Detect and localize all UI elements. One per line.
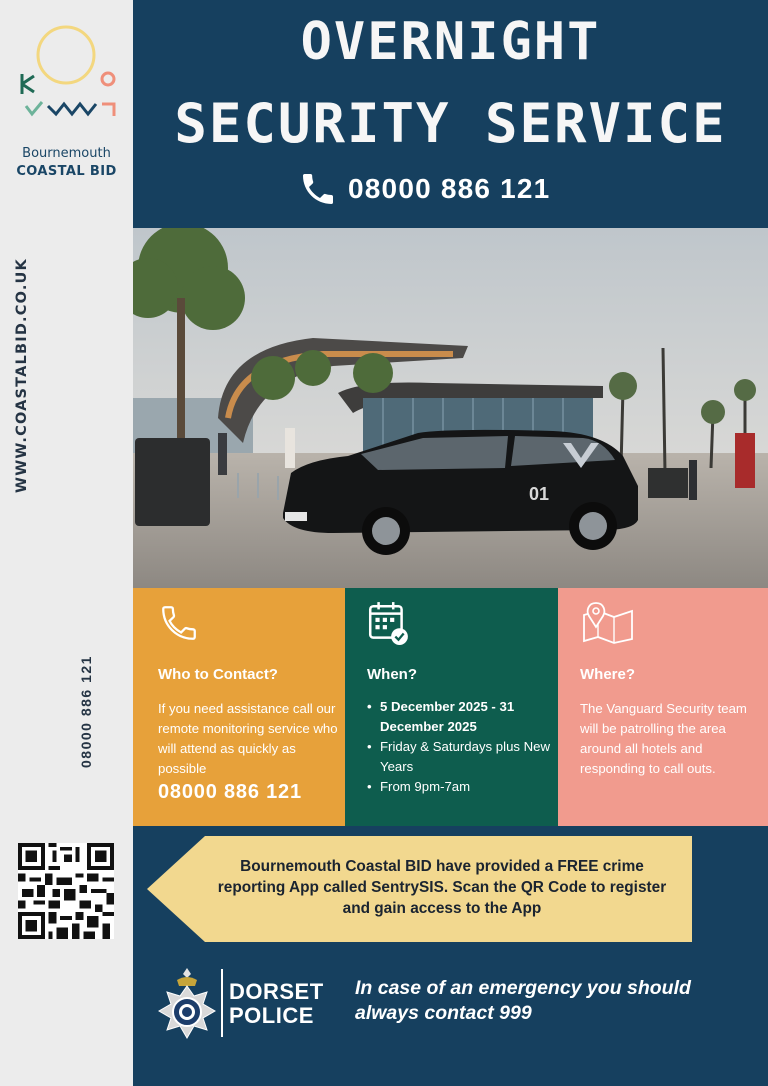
contact-phone-number[interactable]: 08000 886 121 [158, 781, 302, 803]
map-pin-icon [580, 600, 638, 646]
qr-code[interactable] [18, 843, 114, 939]
police-name [229, 980, 324, 1028]
when-heading: When? [367, 666, 417, 683]
where-heading: Where? [580, 666, 636, 683]
panel-when [345, 588, 558, 826]
website-url[interactable]: WWW.COASTALBID.CO.UK [14, 258, 30, 493]
when-item-days: • Friday & Saturdays plus New Years [367, 737, 558, 777]
phone-icon [158, 600, 200, 646]
header-phone[interactable] [298, 168, 550, 210]
side-phone-number: 08000 886 121 [78, 655, 94, 768]
brand-name-line1: Bournemouth [22, 146, 111, 161]
phone-icon [298, 169, 338, 209]
title-line1: OVERNIGHT [300, 12, 601, 72]
when-item-hours: • From 9pm-7am [367, 777, 558, 797]
car-door-number: 01 [529, 484, 550, 504]
seafront-security-car-image [133, 228, 768, 588]
panel-where [558, 588, 768, 826]
brand-name-line2: COASTAL BID [16, 164, 117, 179]
contact-body: If you need assistance call our remote monitoring service who will attend as quickly as possible [158, 701, 338, 776]
header-phone-number: 08000 886 121 [348, 173, 551, 204]
police-divider [221, 969, 223, 1037]
police-name-line1: DORSET [229, 979, 324, 1004]
bottom-section [133, 826, 768, 1086]
police-crest-icon [157, 966, 217, 1040]
panel-who-to-contact [133, 588, 345, 826]
where-body: The Vanguard Security team will be patrolling the area around all hotels and responding to call outs. [580, 701, 747, 776]
calendar-check-icon [367, 600, 409, 646]
app-banner-text: Bournemouth Coastal BID have provided a FREE crime reporting App called SentrySIS. Scan the QR Code to register and gain access to the App [217, 858, 667, 917]
sidebar [0, 0, 133, 1086]
header [133, 0, 768, 228]
coastal-bid-logo [0, 18, 133, 179]
app-banner [147, 836, 692, 942]
title-line2: SECURITY SERVICE [174, 92, 727, 155]
when-list [367, 697, 558, 797]
contact-heading: Who to Contact? [158, 666, 278, 683]
coastal-bid-logo-graphic [16, 18, 120, 136]
hero-photo [133, 228, 768, 588]
police-name-line2: POLICE [229, 1003, 314, 1028]
emergency-note: In case of an emergency you should always contact 999 [355, 977, 691, 1024]
when-item-dates: • 5 December 2025 - 31 December 2025 [367, 697, 558, 737]
